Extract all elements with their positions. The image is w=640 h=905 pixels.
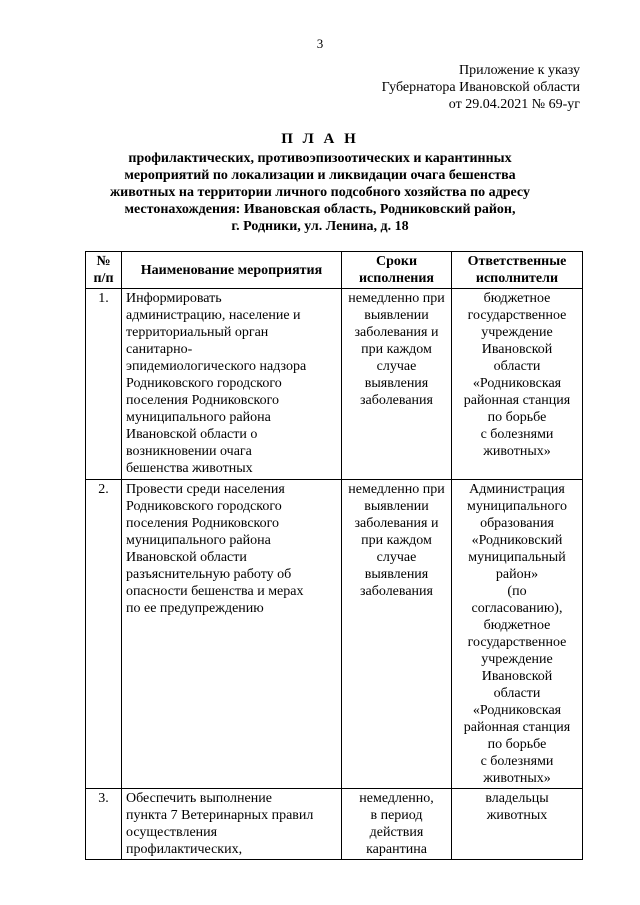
plan-table [85, 251, 583, 860]
row-num: 1. [86, 289, 122, 480]
row-num: 3. [86, 789, 122, 860]
header-responsible: Ответственные исполнители [452, 252, 583, 289]
row-responsible: Администрация муниципального образования «Родниковский муниципальный район» (по согласованию), бюджетное государственное учреждение Ивановской области «Родниковская районная станция по борьбе с болезнями животных» [452, 480, 583, 789]
row-deadline: немедленно, в период действия карантина [342, 789, 452, 860]
table-row [86, 789, 583, 860]
document-title: П Л А Н [281, 131, 359, 147]
appendix-line-3: от 29.04.2021 № 69-уг [448, 97, 580, 112]
table-row [86, 289, 583, 480]
row-deadline: немедленно при выявлении заболевания и при каждом случае выявления заболевания [342, 289, 452, 480]
appendix-line-2: Губернатора Ивановской области [381, 80, 580, 95]
table-row [86, 480, 583, 789]
appendix-line-1: Приложение к указу [459, 63, 580, 78]
document-subtitle: профилактических, противоэпизоотических и карантинных мероприятий по локализации и ликвидации очага бешенства животных на территории личного подсобного хозяйства по адресу местонахождения: Ивановская область, Родниковский район, г. Родники, ул. Ленина, д. 18 [110, 151, 530, 234]
header-deadline: Сроки исполнения [342, 252, 452, 289]
row-activity: Провести среди населения Родниковского городского поселения Родниковского муниципального района Ивановской области разъяснительную работу об опасности бешенства и мерах по ее предупреждению [122, 480, 342, 789]
appendix-block [382, 62, 580, 113]
header-name: Наименование мероприятия [122, 252, 342, 289]
page-number: 3 [316, 36, 324, 51]
row-activity: Информировать администрацию, население и территориальный орган санитарно- эпидемиологического надзора Родниковского городского поселения Родниковского муниципального района Ивановской области о возникновении очага бешенства животных [122, 289, 342, 480]
row-activity: Обеспечить выполнение пункта 7 Ветеринарных правил осуществления профилактических, [122, 789, 342, 860]
table-header-row [86, 252, 583, 289]
row-responsible: бюджетное государственное учреждение Ивановской области «Родниковская районная станция по борьбе с болезнями животных» [452, 289, 583, 480]
header-num: № п/п [86, 252, 122, 289]
row-responsible: владельцы животных [452, 789, 583, 860]
row-num: 2. [86, 480, 122, 789]
row-deadline: немедленно при выявлении заболевания и при каждом случае выявления заболевания [342, 480, 452, 789]
